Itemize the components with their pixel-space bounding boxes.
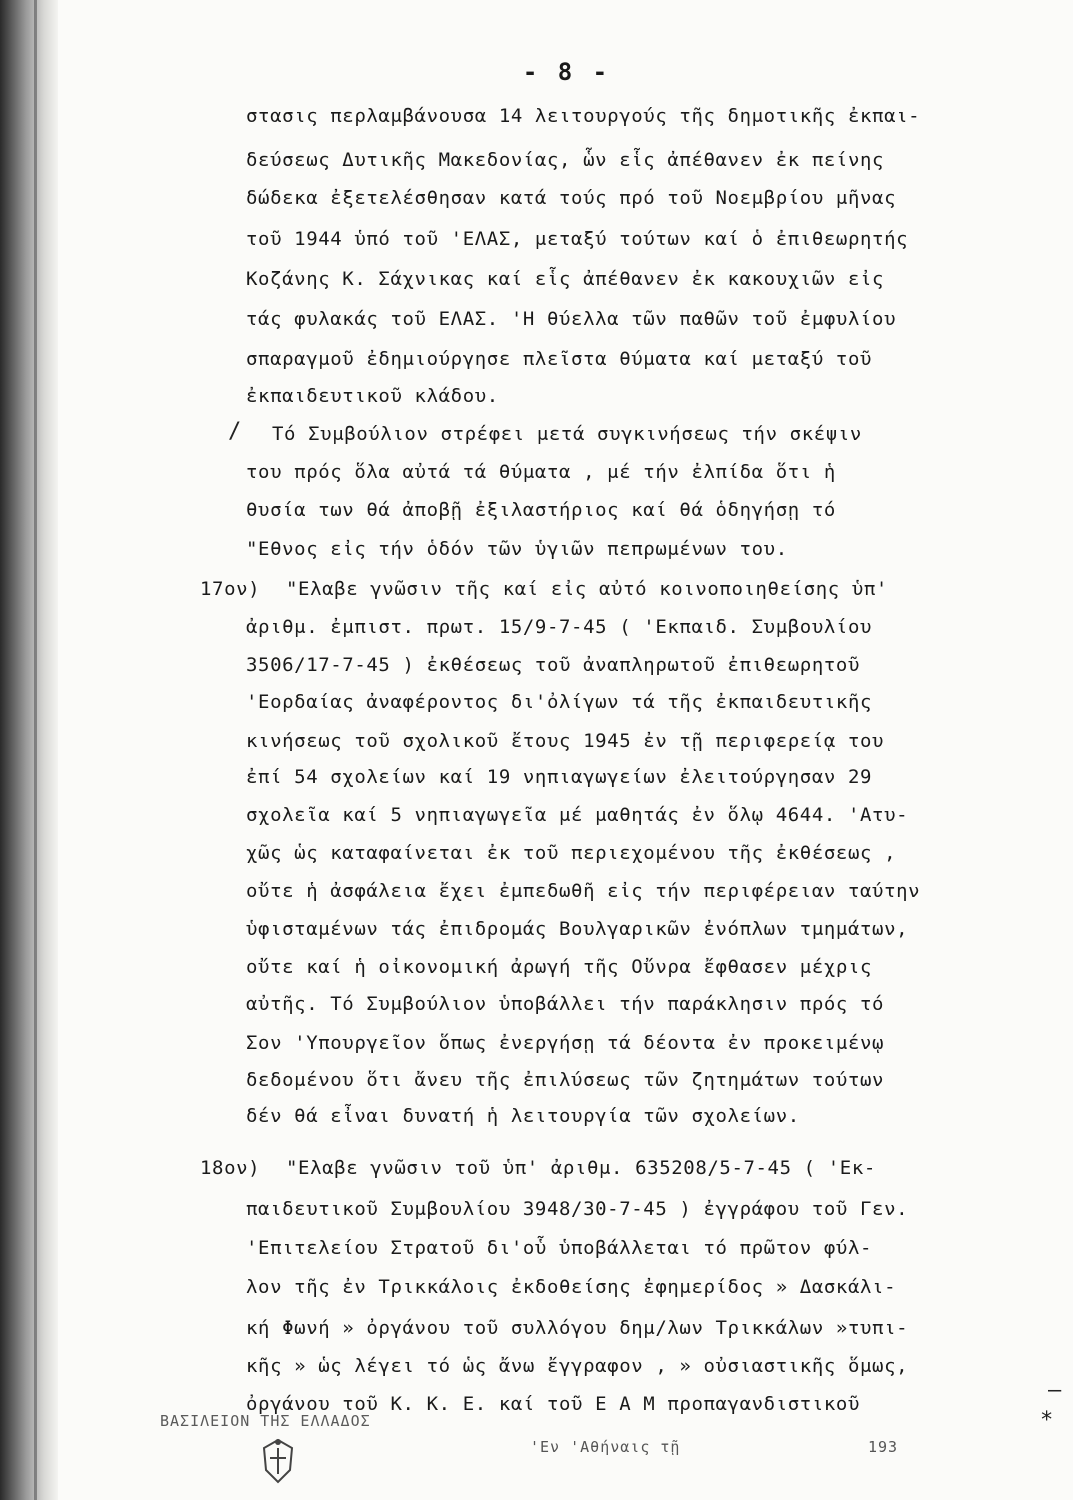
body-line: κῆς » ὡς λέγει τό ὡς ἄνω ἔγγραφον , » οὐσιαστικῆς ὅμως, — [246, 1355, 909, 1377]
stamp-left-text: ΒΑΣΙΛΕΙΟΝ ΤΗΣ ΕΛΛΑΔΟΣ — [160, 1412, 371, 1430]
book-binding-edge — [0, 0, 58, 1500]
body-line: θυσία των θά ἀποβῇ ἐξιλαστήριος καί θά ὁδηγήσῃ τό — [246, 499, 836, 521]
stamp-place-date: 'Εν 'Αθήναις τῇ — [530, 1438, 681, 1456]
body-line: ὀργάνου τοῦ Κ. Κ. Ε. καί τοῦ Ε Α Μ προπαγανδιστικοῦ — [246, 1393, 860, 1415]
body-line: τάς φυλακάς τοῦ ΕΛΑΣ. 'Η θύελλα τῶν παθῶν τοῦ ἐμφυλίου — [246, 308, 897, 330]
body-line: κή Φωνή » ὀργάνου τοῦ συλλόγου δημ/λων Τρικκάλων »τυπι- — [246, 1317, 909, 1339]
page-number: - 8 - — [522, 58, 611, 86]
body-line: λον τῆς ἐν Τρικκάλοις ἐκδοθείσης ἐφημερίδος » Δασκάλι- — [246, 1276, 897, 1298]
item-label-18: 18ον) — [200, 1157, 261, 1179]
body-line: οὔτε ἡ ἀσφάλεια ἔχει ἐμπεδωθῆ εἰς τήν περιφέρειαν ταύτην — [246, 880, 921, 902]
margin-dash-mark: – — [1048, 1378, 1062, 1403]
body-line: Σον 'Υπουργεῖον ὅπως ἐνεργήσῃ τά δέοντα ἐν προκειμένῳ — [246, 1032, 885, 1054]
body-line: δέν θά εἶναι δυνατή ἡ λειτουργία τῶν σχολείων. — [246, 1105, 800, 1127]
body-line: του πρός ὅλα αὐτά τά θύματα , μέ τήν ἐλπίδα ὅτι ἡ — [246, 461, 836, 483]
body-line: ὑφισταμένων τάς ἐπιδρομάς Βουλγαρικῶν ἐνόπλων τμημάτων, — [246, 918, 909, 940]
margin-slash-mark: / — [228, 419, 242, 444]
body-line: ἐκπαιδευτικοῦ κλάδου. — [246, 385, 499, 407]
binding-spine — [34, 0, 37, 1500]
body-line: "Ελαβε γνῶσιν τοῦ ὑπ' ἀριθμ. 635208/5-7-45 ( 'Εκ- — [286, 1157, 876, 1179]
body-line: δώδεκα ἐξετελέσθησαν κατά τούς πρό τοῦ Νοεμβρίου μῆνας — [246, 187, 897, 209]
body-line: αὐτῆς. Τό Συμβούλιον ὑποβάλλει τήν παράκλησιν πρός τό — [246, 993, 885, 1015]
body-line: δεδομένου ὅτι ἄνευ τῆς ἐπιλύσεως τῶν ζητημάτων τούτων — [246, 1069, 885, 1091]
body-line: "Εθνος εἰς τήν ὁδόν τῶν ὑγιῶν πεπρωμένων του. — [246, 538, 788, 560]
body-line: δεύσεως Δυτικῆς Μακεδονίας, ὧν εἷς ἀπέθανεν ἐκ πείνης — [246, 149, 885, 171]
body-line: στασις περλαμβάνουσα 14 λειτουργούς τῆς δημοτικῆς ἐκπαι- — [246, 105, 921, 127]
body-line: οὔτε καί ἡ οἰκονομική ἀρωγή τῆς Οὔνρα ἔφθασεν μέχρις — [246, 956, 873, 978]
body-line: Κοζάνης Κ. Σάχνικας καί εἷς ἀπέθανεν ἐκ κακουχιῶν εἰς — [246, 268, 885, 290]
body-line: "Ελαβε γνῶσιν τῆς καί εἰς αὐτό κοινοποιηθείσης ὑπ' — [286, 578, 888, 600]
body-line: παιδευτικοῦ Συμβουλίου 3948/30-7-45 ) ἐγγράφου τοῦ Γεν. — [246, 1198, 909, 1220]
margin-asterisk-mark: * — [1040, 1408, 1054, 1433]
body-line: κινήσεως τοῦ σχολικοῦ ἔτους 1945 ἐν τῇ περιφερείᾳ του — [246, 730, 885, 752]
item-label-17: 17ον) — [200, 578, 261, 600]
body-line: 'Εορδαίας ἀναφέροντος δι'ὀλίγων τά τῆς ἐκπαιδευτικῆς — [246, 691, 873, 713]
body-line: χῶς ὡς καταφαίνεται ἐκ τοῦ περιεχομένου τῆς ἐκθέσεως , — [246, 842, 897, 864]
body-line: 3506/17-7-45 ) ἐκθέσεως τοῦ ἀναπληρωτοῦ ἐπιθεωρητοῦ — [246, 654, 860, 676]
body-line: τοῦ 1944 ὑπό τοῦ 'ΕΛΑΣ, μεταξύ τούτων καί ὁ ἐπιθεωρητής — [246, 228, 909, 250]
body-line: σχολεῖα καί 5 νηπιαγωγεῖα μέ μαθητάς ἐν ὅλῳ 4644. 'Ατυ- — [246, 804, 909, 826]
body-line: ἐπί 54 σχολείων καί 19 νηπιαγωγείων ἐλειτούργησαν 29 — [246, 766, 873, 788]
stamp-number: 193 — [868, 1438, 899, 1456]
body-line: σπαραγμοῦ ἐδημιούργησε πλεῖστα θύματα καί μεταξύ τοῦ — [246, 348, 873, 370]
body-line: ἀριθμ. ἐμπιστ. πρωτ. 15/9-7-45 ( 'Εκπαιδ. Συμβουλίου — [246, 616, 873, 638]
coat-of-arms-icon — [258, 1436, 298, 1486]
body-line: Τό Συμβούλιον στρέφει μετά συγκινήσεως τήν σκέψιν — [272, 423, 862, 445]
body-line: 'Επιτελείου Στρατοῦ δι'οὗ ὑποβάλλεται τό πρῶτον φύλ- — [246, 1237, 873, 1259]
